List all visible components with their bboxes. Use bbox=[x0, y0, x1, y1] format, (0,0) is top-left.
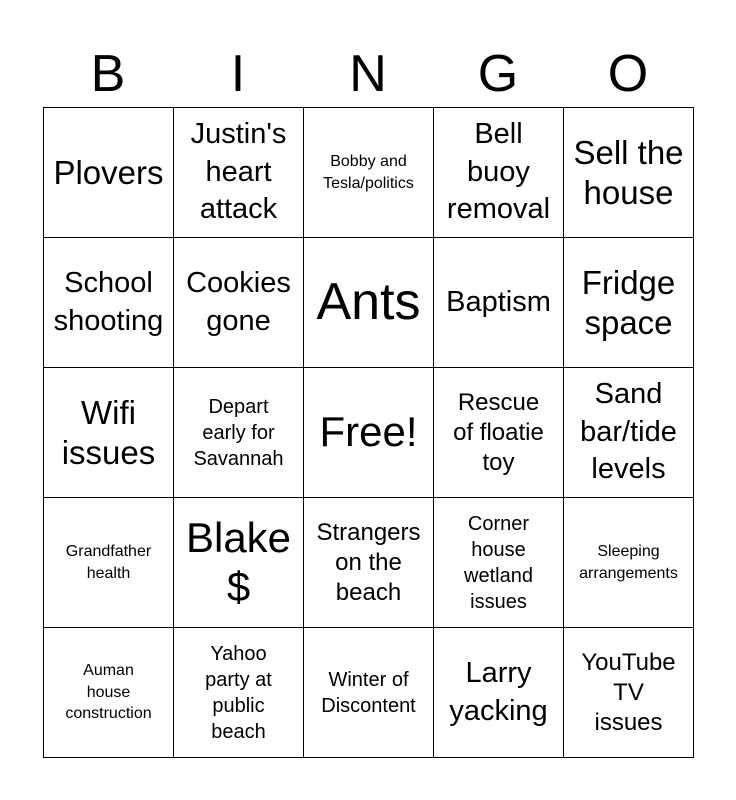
board-row bbox=[44, 628, 694, 758]
bingo-cell[interactable] bbox=[44, 108, 174, 238]
cell-label: Plovers bbox=[53, 153, 164, 191]
bingo-cell[interactable] bbox=[174, 108, 304, 238]
bingo-cell[interactable] bbox=[434, 498, 564, 628]
bingo-cell[interactable] bbox=[304, 628, 434, 758]
bingo-cell[interactable] bbox=[44, 498, 174, 628]
bingo-cell[interactable] bbox=[434, 238, 564, 368]
cell-label: Blake $ bbox=[185, 514, 292, 610]
free-space-cell[interactable] bbox=[304, 368, 434, 498]
cell-label: Strangers on the beach bbox=[316, 518, 421, 606]
bingo-cell[interactable] bbox=[174, 628, 304, 758]
cell-label: Ants bbox=[316, 272, 421, 331]
bingo-cell[interactable] bbox=[564, 108, 694, 238]
bingo-cell[interactable] bbox=[564, 368, 694, 498]
free-space-label: Free! bbox=[319, 408, 418, 456]
header-letter-b: B bbox=[90, 45, 126, 103]
cell-label: Bobby and Tesla/politics bbox=[323, 152, 414, 192]
bingo-cell[interactable] bbox=[434, 628, 564, 758]
bingo-cell[interactable] bbox=[304, 498, 434, 628]
bingo-cell[interactable] bbox=[174, 368, 304, 498]
cell-label: Sleeping arrangements bbox=[579, 542, 678, 582]
cell-label: Depart early for Savannah bbox=[193, 395, 284, 470]
cell-label: Corner house wetland issues bbox=[464, 512, 533, 613]
cell-label: Rescue of floatie toy bbox=[453, 388, 544, 476]
bingo-cell[interactable] bbox=[564, 628, 694, 758]
bingo-cell[interactable] bbox=[304, 238, 434, 368]
header-letter-o: O bbox=[607, 45, 649, 103]
bingo-cell[interactable] bbox=[434, 368, 564, 498]
cell-label: Yahoo party at public beach bbox=[205, 642, 272, 743]
header-letter-i: I bbox=[230, 45, 246, 103]
bingo-cell[interactable] bbox=[434, 108, 564, 238]
cell-label: Grandfather health bbox=[65, 542, 152, 582]
header-letter-g: G bbox=[477, 45, 519, 103]
board-row bbox=[44, 108, 694, 238]
cell-label: YouTube TV issues bbox=[581, 648, 676, 736]
bingo-header bbox=[43, 40, 693, 108]
bingo-cell[interactable] bbox=[44, 368, 174, 498]
bingo-cell[interactable] bbox=[44, 628, 174, 758]
bingo-board bbox=[43, 107, 694, 758]
cell-label: Larry yacking bbox=[449, 656, 548, 727]
cell-label: Cookies gone bbox=[186, 266, 291, 337]
header-letter-n: N bbox=[349, 45, 387, 103]
cell-label: Baptism bbox=[446, 285, 551, 318]
cell-label: Sell the house bbox=[573, 133, 684, 211]
bingo-cell[interactable] bbox=[564, 498, 694, 628]
board-row bbox=[44, 498, 694, 628]
cell-label: School shooting bbox=[53, 266, 164, 337]
cell-label: Fridge space bbox=[581, 263, 676, 341]
bingo-cell[interactable] bbox=[174, 238, 304, 368]
cell-label: Sand bar/tide levels bbox=[580, 377, 677, 486]
cell-label: Auman house construction bbox=[65, 662, 152, 723]
cell-label: Justin's heart attack bbox=[190, 117, 287, 226]
board-row bbox=[44, 368, 694, 498]
cell-label: Wifi issues bbox=[61, 393, 156, 471]
bingo-cell[interactable] bbox=[44, 238, 174, 368]
bingo-cell[interactable] bbox=[564, 238, 694, 368]
bingo-cell[interactable] bbox=[304, 108, 434, 238]
board-row bbox=[44, 238, 694, 368]
bingo-cell[interactable] bbox=[174, 498, 304, 628]
cell-label: Winter of Discontent bbox=[321, 668, 416, 717]
cell-label: Bell buoy removal bbox=[446, 117, 551, 226]
